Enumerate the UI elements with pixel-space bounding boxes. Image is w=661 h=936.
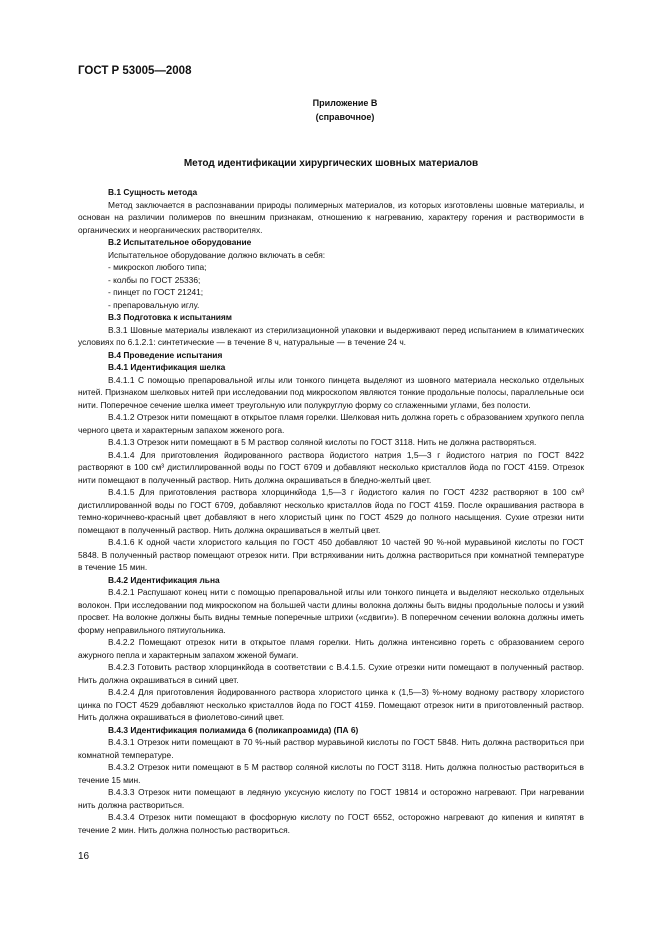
paragraph: В.4.1.2 Отрезок нити помещают в открытое пламя горелки. Шелковая нить должна гореть с образованием хрупкого пепла черного цвета и характерным запахом жженого рога. [78, 412, 584, 435]
paragraph: В.4.2.2 Помещают отрезок нити в открытое пламя горелки. Нить должна интенсивно гореть с образованием серого ажурного пепла и характерным запахом жженой бумаги. [78, 637, 584, 660]
paragraph: Метод заключается в распознавании природы полимерных материалов, из которых изготовлены шовные материалы, и основан на различии полимеров по внешним признакам, отношению к нагреванию, характеру горения и растворимости в органических и неорганических растворителях. [78, 199, 584, 235]
paragraph: В.4.1.4 Для приготовления йодированного раствора йодистого натрия 1,5—3 г йодистого натрия по ГОСТ 8422 растворяют в 100 см³ дистиллированной воды по ГОСТ 6709 и добавляют несколько кристаллов йода по ГОСТ 4159. Отрезок нити помещают в полученный раствор. Нить должна окрашиваться в бледно-желтый цвет. [78, 449, 584, 485]
paragraph: В.4.2.3 Готовить раствор хлорцинкйода в соответствии с В.4.1.5. Сухие отрезки нити помещают в полученный раствор. Нить должна окрашиваться в синий цвет. [78, 662, 584, 685]
paragraph: В.4.2.1 Распушают конец нити с помощью препаровальной иглы или тонкого пинцета и выделяют несколько отдельных волокон. При исследовании под микроскопом на большей части длины волокна должны быть видны продольные полосы и узкий просвет. На волокне должны быть видны темные поперечные штрихи («сдвиги»). В поперечном сечении волокна должны иметь форму неправильного пятиугольника. [78, 587, 584, 635]
paragraph: Испытательное оборудование должно включать в себя: [108, 249, 326, 260]
section-heading: В.3 Подготовка к испытаниям [108, 312, 233, 322]
paragraph: В.4.3.4 Отрезок нити помещают в фосфорную кислоту по ГОСТ 6552, осторожно нагревают до кипения и кипятят в течение 2 мин. Нить должна полностью раствориться. [78, 812, 584, 835]
paragraph: В.4.1.6 К одной части хлористого кальция по ГОСТ 450 добавляют 10 частей 90 %-ной муравьиной кислоты по ГОСТ 5848. В полученный раствор помещают отрезок нити. При встряхивании нить должна раствориться при комнатной температуре в течение 15 мин. [78, 537, 584, 572]
paragraph: В.4.3.1 Отрезок нити помещают в 70 %-ный раствор муравьиной кислоты по ГОСТ 5848. Нить должна раствориться при комнатной температуре. [78, 737, 584, 760]
document-title: Метод идентификации хирургических шовных материалов [183, 158, 479, 169]
paragraph: В.4.3.3 Отрезок нити помещают в ледяную уксусную кислоту по ГОСТ 19814 и осторожно нагревают. При нагревании нить должна раствориться. [78, 787, 584, 810]
paragraph: В.3.1 Шовные материалы извлекают из стерилизационной упаковки и выдерживают перед испытанием в климатических условиях по 6.1.2.1: синтетические — в течение 8 ч, натуральные — в течение 24 ч. [78, 324, 584, 347]
list-item: - колбы по ГОСТ 25336; [108, 274, 201, 285]
section-heading: В.4.3 Идентификация полиамида 6 (поликапроамида) (ПА 6) [108, 724, 359, 735]
list-item: - микроскоп любого типа; [108, 262, 207, 272]
page-number: 16 [78, 851, 90, 862]
paragraph: В.4.2.4 Для приготовления йодированного раствора хлористого цинка к (1,5—3) %-ному водному раствору хлористого цинка по ГОСТ 4529 добавляют несколько кристаллов йода по ГОСТ 4159. Помещают отрезок нити в приготовленный раствор. Нить должна окрашиваться в фиолетово-синий цвет. [78, 687, 584, 722]
annex-title: Приложение В [312, 98, 378, 108]
section-heading: В.2 Испытательное оборудование [108, 237, 252, 247]
annex-type: (справочное) [315, 112, 375, 122]
standard-header: ГОСТ Р 53005—2008 [78, 65, 192, 77]
document-body [78, 186, 584, 836]
list-item: - пинцет по ГОСТ 21241; [108, 287, 204, 297]
section-heading: В.4 Проведение испытания [108, 349, 223, 360]
section-heading: В.4.1 Идентификация шелка [108, 362, 226, 372]
paragraph: В.4.1.3 Отрезок нити помещают в 5 М раствор соляной кислоты по ГОСТ 3118. Нить не должна растворяться. [108, 437, 537, 447]
section-heading: В.1 Сущность метода [108, 187, 198, 197]
section-heading: В.4.2 Идентификация льна [108, 574, 220, 585]
list-item: - препаровальную иглу. [108, 299, 200, 310]
paragraph: В.4.1.1 С помощью препаровальной иглы или тонкого пинцета выделяют из шовного материала несколько отдельных нитей. Признаком шелковых нитей при исследовании под микроскопом являются тонкие продольные полосы, параллельные оси нити. Поперечное сечение шелка имеет треугольную или полукруглую форму со сглаженными углами, без полости. [78, 374, 584, 410]
paragraph: В.4.1.5 Для приготовления раствора хлорцинкйода 1,5—3 г йодистого калия по ГОСТ 4232 растворяют в 100 см³ дистиллированной воды по ГОСТ 6709, добавляют несколько кристаллов йода по ГОСТ 4159. После окрашивания раствора в темно-коричнево-красный цвет добавляют в него хлористый цинк по ГОСТ 4529 до полного насыщения. Сухие отрезки нити помещают в полученный раствор. Нить должна окрашиваться в желтый цвет. [78, 487, 584, 535]
annex-heading [250, 96, 440, 124]
paragraph: В.4.3.2 Отрезок нити помещают в 5 М раствор соляной кислоты по ГОСТ 3118. Нить должна полностью раствориться в течение 15 мин. [78, 762, 584, 785]
